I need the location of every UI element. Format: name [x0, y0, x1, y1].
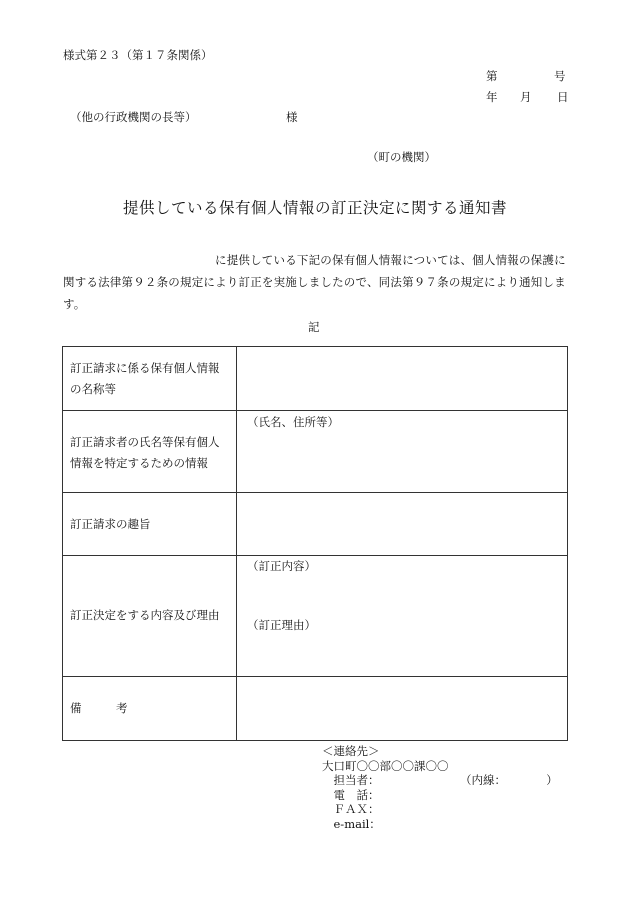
table-row: [63, 677, 568, 741]
table-value-cell[interactable]: [237, 347, 568, 411]
contact-block: [322, 744, 558, 831]
table-label-cell: [63, 347, 237, 411]
table-row: [63, 493, 568, 556]
table-value-cell[interactable]: [237, 493, 568, 556]
row4-label: 訂正決定をする内容及び理由: [70, 608, 220, 622]
table-value-cell[interactable]: [237, 411, 568, 493]
table-row: [63, 347, 568, 411]
recipient-honorific: 様: [286, 110, 298, 124]
table-label-cell: [63, 556, 237, 677]
date-year: 年: [486, 90, 498, 104]
contact-fax: ＦＡＸ：: [322, 802, 380, 816]
date-day: 日: [557, 90, 569, 104]
table-label-cell: [63, 411, 237, 493]
row1-label-line2: の名称等: [70, 382, 116, 396]
row1-label-line1: 訂正請求に係る保有個人情報: [70, 361, 220, 375]
contact-person: 担当者： （内線： ）: [322, 773, 558, 787]
row4-value-hint-reason: （訂正理由）: [247, 618, 316, 632]
contact-phone: 電 話：: [322, 787, 380, 802]
row2-value-hint: （氏名、住所等）: [247, 415, 339, 429]
document-title: 提供している保有個人情報の訂正決定に関する通知書: [122, 199, 507, 217]
ki-marker: 記: [308, 320, 320, 334]
row2-label-line2: 情報を特定するための情報: [70, 456, 208, 470]
table-label-cell: [63, 677, 237, 741]
table-row: [63, 556, 568, 677]
info-table: [62, 346, 568, 741]
contact-heading: ＜連絡先＞: [322, 744, 380, 758]
table-label-cell: [63, 493, 237, 556]
sender: （町の機関）: [367, 150, 436, 164]
table-value-cell[interactable]: [237, 677, 568, 741]
row2-label-line1: 訂正請求者の氏名等保有個人: [70, 435, 220, 449]
contact-department: 大口町〇〇部〇〇課〇〇: [322, 758, 449, 773]
row5-label: 備 考: [70, 701, 128, 715]
recipient: （他の行政機関の長等）: [70, 110, 197, 124]
date-month: 月: [520, 90, 532, 104]
contact-email: e-mail：: [322, 816, 381, 831]
document-number-suffix: 号: [554, 69, 566, 83]
document-number-prefix: 第: [486, 69, 498, 83]
body-text: に提供している下記の保有個人情報については、個人情報の保護に関する法律第９２条の規定により訂正を実施しましたので、同法第９７条の規定により通知します。: [63, 253, 566, 311]
table-value-cell[interactable]: [237, 556, 568, 677]
form-number: 様式第２３（第１７条関係）: [63, 48, 213, 62]
table-row: [63, 411, 568, 493]
row3-label: 訂正請求の趣旨: [70, 517, 151, 531]
row4-value-hint-content: （訂正内容）: [247, 559, 316, 573]
